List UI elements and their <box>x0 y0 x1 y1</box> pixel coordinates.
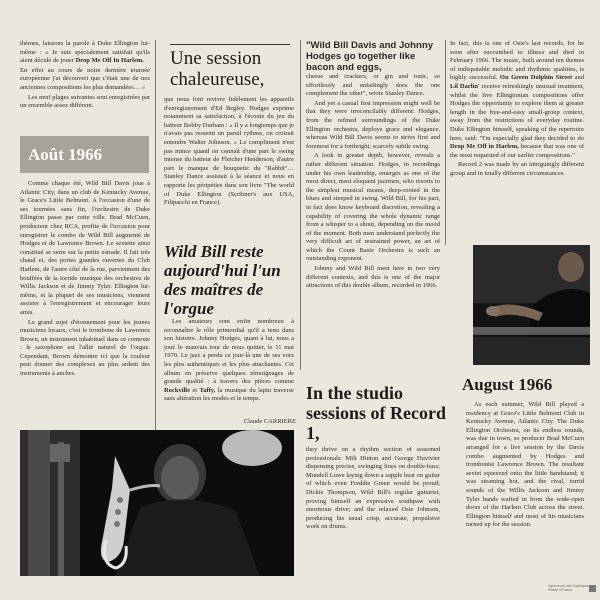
col4-p1-rest: receive refreshingly unusual treatment, whilst the five Ellingtonian compositions offer Hodges the opportunity to explore them at greater length in the free-and-easy small-group context, away from the restrictions of everyday routine. Duke Ellington himself, speaking of the repertoire here, said: "I'm especially glad they decided to do <box>450 82 584 142</box>
saxophonist-photo-art <box>20 430 294 576</box>
printer-logo-line-1: Imprimé par Arts Graphiques <box>548 584 589 588</box>
column-1-top <box>20 40 150 130</box>
column-3-bottom <box>306 446 440 576</box>
column-divider-3 <box>445 40 446 245</box>
col4-lil-darlin: Lil Darlin' <box>450 82 480 90</box>
col3-quote-cont: cheese and crackers, or gin and tonic, so effortlessly and unfailingly does the one complement the other", wrote Stanley Dance. <box>306 73 440 98</box>
col2-paragraph-1: que nous font revivre fidèlement les appareils d'enregistrement d'Ed Begley. Hodges exprime notamment sa satisfaction, à l'écoute du jeu du batteur Bobby Durham : « Il y a longtemps que je n'avais pas ressenti un pareil rythme, on croirait entendre Walter Johnson. » Le compliment n'est pas mince quand on connaît d'une part le swing intense du batteur de Fletcher Henderson, d'autre part le manque de bouquetic du "Rabbit"… Stanley Dance assistait à la séance et nous en rapporte les péripéties dans son livre "The world of Duke Ellington (Scribner's aux USA, Filipacchi en France). <box>164 96 294 207</box>
col4-p1-end: because that was one of the most requested of our earlier compositions." <box>450 143 584 159</box>
col3-paragraph-4: they thrive on a rhythm section of seasoned professionals: Milt Hinton and George Duvivier dispensing precise, swinging lines on double-bass; Mundell Lowe laying down a supple beat on guitar of which even Freddie Green would be proud; Dickie Thompson, Wild Bill's regular guitarist, proving himself an expressive southpaw with enormous drive; and the relaxed Osie Johnson, producing his usual crisp, accurate, propulsive work on drums. <box>306 446 440 531</box>
col2-signature: Claude CARRIERE <box>243 418 296 425</box>
col1-paragraph-3: Les neuf plages suivantes sont enregistrées par un ensemble assez différent. <box>20 93 150 110</box>
col1-intro-title: Drop Me Off In Harlem. <box>75 57 144 65</box>
col3-heading: In the studio sessions of Record 1, <box>306 383 446 443</box>
column-divider-1 <box>155 40 156 430</box>
column-2-top <box>164 96 294 238</box>
aout-1966-text: Août 1966 <box>28 145 103 164</box>
col4-paragraph-3: As each summer, Wild Bill played a residency at Grace's Little Belmont Club in Kentucky Avenue, Atlantic City. The Duke Ellington Orchestra, on its endless rounds, was due in town, so producer Brad McCuen arranged for a live session by the Davis combo augmented by Hodges and trombonist Lawrence Brown. The resultant sextet squeezed onto the little bandstand; it was steaming hot, and the rival, torrid sounds of the Willis Jackson and Jimmy Tyler bands wafted in from the wide-open doors of the Harlem Club across the street. Ellington himself and most of his musicians turned up for the session. <box>466 401 584 529</box>
col1-paragraph-5: Le grand sujet d'étonnement pour les jeunes musiciens locaux, c'est le trombone de Lawrence Brown, un instrument inhabituel dans ce contexte : le saxophone est l'allié naturel de l'orgue. Cependant, Brown démontre ici que la couleur peut donner des complexes au plus ardent des instruments à anches. <box>20 318 150 378</box>
col4-drop-me-off: Drop Me Off in Harlem, <box>450 143 519 151</box>
col4-green-dolphin: On Green Dolphin Street <box>499 74 573 82</box>
column-2-bottom <box>164 318 294 410</box>
column-1-bottom <box>20 180 150 430</box>
col3-quote: "Wild Bill Davis and Johnny Hodges go together like bacon and eggs, <box>306 40 434 73</box>
col3-paragraph-1: And yet a casual first impression might well be that they were irreconcilably different: Hodges, from the refined surroundings of the Duke Ellington orchestra, deploys grace and elegance, whereas Wild Bill Davis seems to strive first and foremost for a forthright, scarcely subtle swing. <box>306 99 440 150</box>
aout-1966-label <box>20 136 149 173</box>
col1-paragraph-4: Comme chaque été, Wild Bill Davis joue à Atlantic City, dans un club de Kentucky Avenue, le Grace's Little Belmont. A l'occasion d'une de ses tournées sans fin, l'orchestre de Duke Ellington passe par cette ville. Brad McCuen, producteur chez RCA, profite de l'occasion pour enregistrer le combo de Wild Bill augmenté de Hodges et de Lawrence Brown. Le sextette ainsi constitué se serre sur la petite estrade. Il fait très chaud et, des portes grandes ouvertes du Club Harlem, de l'autre côté de la rue, parviennent des bouffées de la torride musique des orchestres de Willis Jackson et de Jimmy Tyler. Ellington lui-même, et la plupart de ses musiciens, viennent assister à l'enregistrement et encourager leurs amis. <box>20 180 150 316</box>
col2-paragraph-2-end: la musique du lapin traverse sans altération les modes et le temps. <box>164 386 294 403</box>
col4-paragraph-2: Record 2 was made by an intriguingly different group and in totally different circumstances. <box>450 161 584 177</box>
col2-taffy: Taffy, <box>199 386 216 394</box>
col2-heading: Une session chaleureuse, <box>170 48 265 90</box>
col1-paragraph-2: En effet au cours de notre dernière tournée européenne j'ai découvert que c'était une de nos anciennes compositions les plus demandées… » <box>20 66 150 91</box>
col2-and: et <box>192 386 198 394</box>
col2-rockville: Rockville <box>164 386 190 394</box>
column-3-top <box>306 40 440 330</box>
col2-paragraph-2: Les amateurs sont enfin nombreux à reconnaître le rôle primordial qu'il a tenu dans son histoire. Johnny Hodges, quant à lui, nous a joué le mauvais tour de nous quitter, le 11 mai 1970. Le jazz a perdu ce jour-là une de ses voix les plus authentiques et les plus attachantes. Cet album en préserve quelques témoignages de grande qualité : à travers des pièces comme <box>164 318 294 386</box>
col2-top-rule <box>170 44 290 45</box>
organist-photo-art <box>473 245 590 365</box>
col4-and: and <box>574 74 584 82</box>
column-4-top <box>450 40 584 245</box>
organist-photo <box>473 245 590 365</box>
saxophonist-photo <box>20 430 294 576</box>
column-4-bottom <box>466 401 584 577</box>
col3-paragraph-3: Johnny and Wild Bill meet here in two very different contexts, and this is one of the major attractions of this double album, recorded in 1966. <box>306 265 440 290</box>
col4-p1-start: In fact, this is one of Osie's last records, for he soon after succumbed to illness and died in February 1966. The music, built around ten themes of indisputable melodic and rhythmic qualities, is highly successful. <box>450 40 584 82</box>
col3-paragraph-2: A look in greater depth, however, reveals a rather different situation. Hodges, in recordings under his own leadership, emerges as one of the most direct, most eloquent jazzmen, who resorts to the simplest musical means, deep-rooted in the blues and steeped in swing. Wild Bill, for his part, in fact does know keyboard discretion, revealing a capability of covering the whole dynamic range from a whisper to a shout, depending on the mood of the moment. Both men understand perfectly the very difficult art of restrained power, an art of which the Count Basie Orchestra is such an outstanding exponent. <box>306 152 440 263</box>
printer-logo-line-2: Printed in France <box>548 587 573 592</box>
col1-intro: thèmes, laissons la parole à Duke Ellington lui-même : « Je suis spécialement satisfait qu'ils aient décidé de jouer <box>20 40 150 65</box>
printer-logo-icon <box>589 585 596 592</box>
col2-heading-2: Wild Bill reste aujourd'hui l'un des maîtres de l'orgue <box>164 242 281 318</box>
column-divider-2 <box>300 40 301 370</box>
august-1966-label: August 1966 <box>462 375 553 394</box>
